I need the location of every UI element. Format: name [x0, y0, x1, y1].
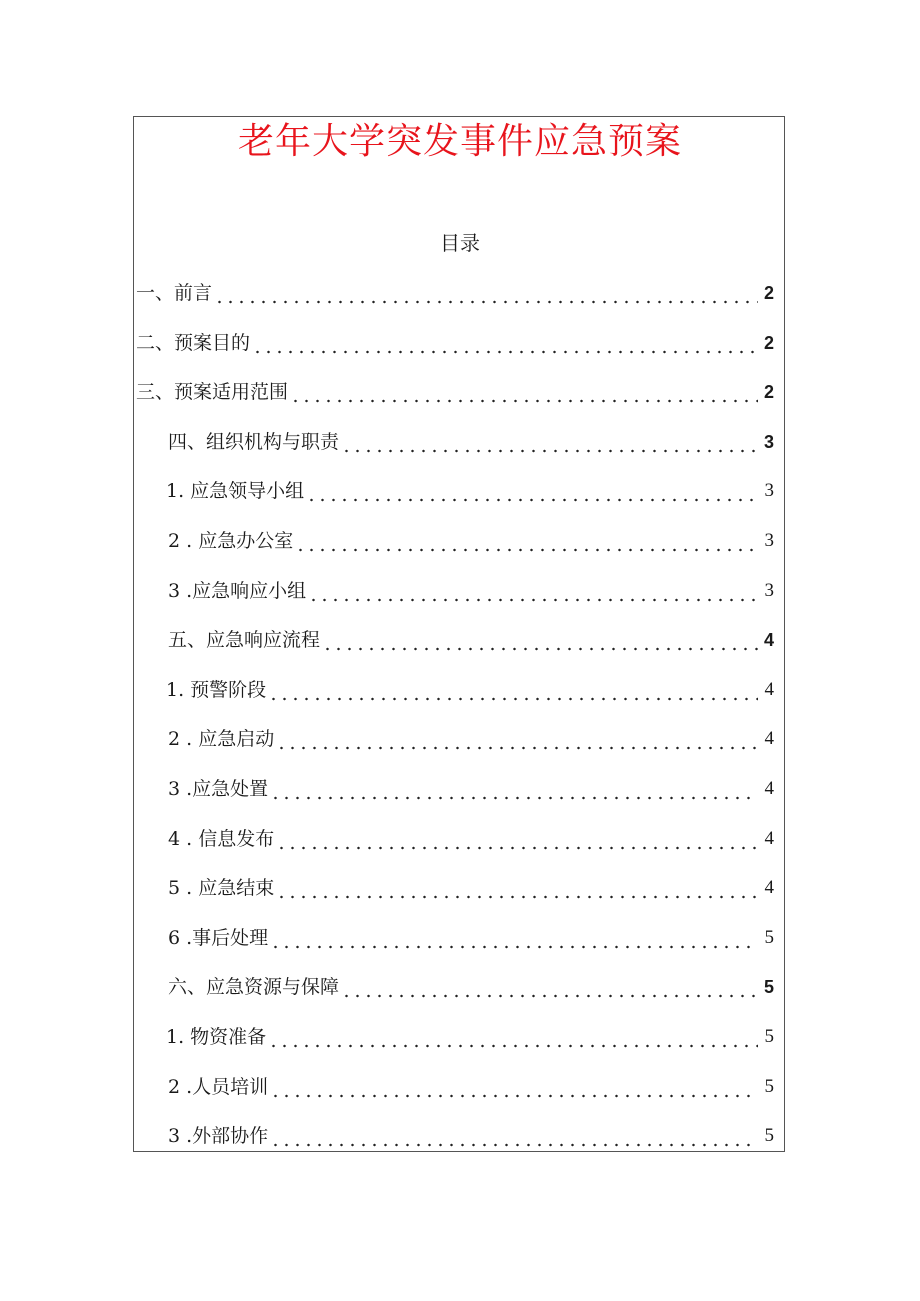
toc-page-number: 5	[764, 927, 774, 948]
toc-entry-label: 2 . 应急办公室	[168, 530, 294, 552]
toc-entry[interactable]	[168, 1121, 774, 1151]
toc-page-number: 5	[763, 977, 774, 997]
toc-entry[interactable]	[168, 972, 774, 1002]
toc-dot-leader	[295, 526, 758, 556]
toc-entry[interactable]	[168, 1072, 774, 1102]
toc-dot-leader	[252, 328, 758, 358]
toc-page-number: 5	[764, 1076, 774, 1097]
toc-page-number: 2	[763, 382, 774, 402]
toc-entry[interactable]	[168, 824, 774, 854]
toc-page-number: 3	[763, 432, 774, 452]
toc-entry-label: 2 .人员培训	[168, 1076, 269, 1098]
toc-dot-leader	[341, 972, 758, 1002]
toc-entry[interactable]	[168, 625, 774, 655]
toc-page-number: 4	[763, 630, 774, 650]
toc-entry-label: 三、预案适用范围	[136, 381, 289, 403]
toc-entry[interactable]	[166, 1022, 774, 1052]
toc-entry-label: 五、应急响应流程	[168, 629, 321, 651]
toc-entry-label: 四、组织机构与职责	[168, 431, 340, 453]
toc-entry-label: 3 .应急处置	[168, 778, 269, 800]
toc-entry-label: 二、预案目的	[136, 332, 251, 354]
toc-page-number: 5	[764, 1026, 774, 1047]
toc-entry[interactable]	[168, 724, 774, 754]
toc-entry[interactable]	[168, 923, 774, 953]
toc-dot-leader	[270, 774, 758, 804]
toc-dot-leader	[341, 427, 758, 457]
toc-entry-label: 5 . 应急结束	[168, 877, 275, 899]
toc-entry[interactable]	[168, 774, 774, 804]
toc-dot-leader	[276, 724, 758, 754]
toc-entry-label: 1. 应急领导小组	[166, 480, 305, 502]
toc-entry-label: 2 . 应急启动	[168, 728, 275, 750]
toc-dot-leader	[268, 1022, 758, 1052]
toc-entry-label: 一、前言	[136, 282, 213, 304]
toc-page-number: 4	[764, 679, 774, 700]
toc-page-number: 4	[764, 877, 774, 898]
toc-dot-leader	[322, 625, 758, 655]
toc-dot-leader	[276, 824, 758, 854]
toc-entry-label: 1. 物资准备	[166, 1026, 267, 1048]
toc-dot-leader	[276, 873, 758, 903]
toc-dot-leader	[290, 377, 758, 407]
toc-page-number: 4	[764, 728, 774, 749]
toc-entry-label: 1. 预警阶段	[166, 679, 267, 701]
toc-entry[interactable]	[168, 427, 774, 457]
toc-dot-leader	[214, 278, 758, 308]
toc-entry[interactable]	[166, 476, 774, 506]
toc-page-number: 2	[763, 283, 774, 303]
toc-page-number: 4	[764, 778, 774, 799]
toc-entry[interactable]	[168, 873, 774, 903]
toc-dot-leader	[270, 1121, 758, 1151]
toc-page-number: 3	[764, 580, 774, 601]
toc-entry[interactable]	[136, 278, 774, 308]
toc-entry-label: 6 .事后处理	[168, 927, 269, 949]
toc-entry-label: 4 . 信息发布	[168, 828, 275, 850]
toc-entry[interactable]	[136, 328, 774, 358]
toc-entry-label: 六、应急资源与保障	[168, 976, 340, 998]
toc-page-number: 5	[764, 1125, 774, 1146]
toc-heading: 目录	[440, 231, 480, 255]
toc-entry[interactable]	[136, 377, 774, 407]
toc-page-number: 4	[764, 828, 774, 849]
toc-dot-leader	[270, 1072, 758, 1102]
toc-page-number: 3	[764, 480, 774, 501]
toc-entry[interactable]	[168, 526, 774, 556]
toc-entry-label: 3 .应急响应小组	[168, 580, 307, 602]
toc-dot-leader	[270, 923, 758, 953]
toc-entry[interactable]	[168, 576, 774, 606]
toc-dot-leader	[308, 576, 758, 606]
toc-dot-leader	[268, 675, 758, 705]
toc-page-number: 2	[763, 333, 774, 353]
toc-entry-label: 3 .外部协作	[168, 1125, 269, 1147]
toc-entry[interactable]	[166, 675, 774, 705]
toc-dot-leader	[306, 476, 758, 506]
document-title: 老年大学突发事件应急预案	[237, 121, 682, 162]
toc-page-number: 3	[764, 530, 774, 551]
